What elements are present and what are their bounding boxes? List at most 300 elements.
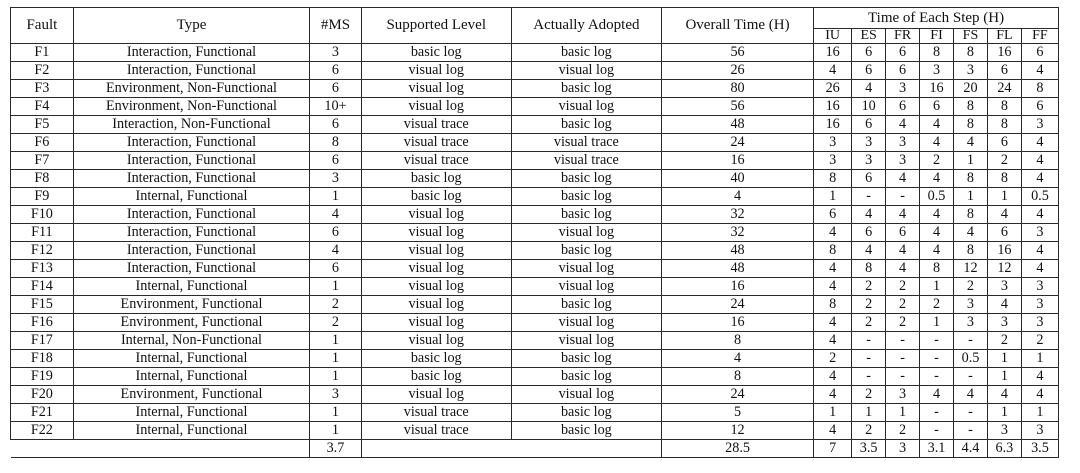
actually-adopted-cell: basic log [511, 422, 661, 440]
average-ms: 3.7 [310, 440, 361, 458]
ms-cell: 4 [310, 206, 361, 224]
supported-level-cell: visual log [361, 260, 511, 278]
step-fi-cell: 3 [920, 62, 954, 80]
step-iu-cell: 4 [814, 368, 852, 386]
overall-time-cell: 8 [661, 332, 813, 350]
average-step-fi: 3.1 [920, 440, 954, 458]
overall-time-cell: 26 [661, 62, 813, 80]
ms-cell: 1 [310, 332, 361, 350]
table-row [11, 404, 1059, 422]
header-step-fs: FS [954, 29, 988, 44]
header-steps-group: Time of Each Step (H) [814, 8, 1059, 29]
fault-cell: F9 [11, 188, 74, 206]
step-fl-cell: 1 [987, 188, 1021, 206]
ms-cell: 2 [310, 314, 361, 332]
step-fl-cell: 8 [987, 170, 1021, 188]
step-ff-cell: 3 [1021, 224, 1058, 242]
step-fr-cell: 6 [886, 98, 920, 116]
step-fl-cell: 16 [987, 44, 1021, 62]
step-fr-cell: 6 [886, 224, 920, 242]
step-fr-cell: 2 [886, 296, 920, 314]
overall-time-cell: 48 [661, 260, 813, 278]
header-supported-level: Supported Level [361, 8, 511, 44]
step-fi-cell: 4 [920, 386, 954, 404]
step-fs-cell: 20 [954, 80, 988, 98]
overall-time-cell: 16 [661, 278, 813, 296]
step-es-cell: - [852, 188, 886, 206]
step-ff-cell: 2 [1021, 332, 1058, 350]
supported-level-cell: basic log [361, 188, 511, 206]
step-es-cell: 2 [852, 278, 886, 296]
header-ms: #MS [310, 8, 361, 44]
step-ff-cell: 0.5 [1021, 188, 1058, 206]
supported-level-cell: visual trace [361, 422, 511, 440]
step-fl-cell: 3 [987, 314, 1021, 332]
step-es-cell: 6 [852, 170, 886, 188]
step-ff-cell: 4 [1021, 206, 1058, 224]
type-cell: Environment, Functional [73, 386, 310, 404]
supported-level-cell: visual log [361, 296, 511, 314]
ms-cell: 4 [310, 242, 361, 260]
ms-cell: 3 [310, 170, 361, 188]
overall-time-cell: 24 [661, 386, 813, 404]
step-es-cell: 8 [852, 260, 886, 278]
fault-cell: F17 [11, 332, 74, 350]
actually-adopted-cell: visual log [511, 260, 661, 278]
step-iu-cell: 8 [814, 296, 852, 314]
table-row [11, 242, 1059, 260]
step-es-cell: 6 [852, 224, 886, 242]
supported-level-cell: visual log [361, 80, 511, 98]
step-es-cell: 6 [852, 116, 886, 134]
type-cell: Environment, Functional [73, 314, 310, 332]
table-row [11, 386, 1059, 404]
table-row [11, 62, 1059, 80]
step-fs-cell: - [954, 404, 988, 422]
type-cell: Internal, Non-Functional [73, 332, 310, 350]
step-fi-cell: 8 [920, 260, 954, 278]
step-iu-cell: 2 [814, 350, 852, 368]
overall-time-cell: 24 [661, 296, 813, 314]
step-fs-cell: 0.5 [954, 350, 988, 368]
step-fi-cell: 4 [920, 224, 954, 242]
type-cell: Interaction, Functional [73, 152, 310, 170]
overall-time-cell: 16 [661, 152, 813, 170]
step-iu-cell: 4 [814, 386, 852, 404]
step-fs-cell: 8 [954, 242, 988, 260]
step-fi-cell: - [920, 368, 954, 386]
ms-cell: 10+ [310, 98, 361, 116]
supported-level-cell: basic log [361, 44, 511, 62]
step-iu-cell: 16 [814, 116, 852, 134]
step-fs-cell: 1 [954, 188, 988, 206]
step-fl-cell: 3 [987, 422, 1021, 440]
average-step-iu: 7 [814, 440, 852, 458]
step-fl-cell: 1 [987, 404, 1021, 422]
type-cell: Interaction, Functional [73, 134, 310, 152]
step-fr-cell: 3 [886, 152, 920, 170]
step-fr-cell: 3 [886, 386, 920, 404]
ms-cell: 1 [310, 368, 361, 386]
fault-cell: F11 [11, 224, 74, 242]
fault-cell: F16 [11, 314, 74, 332]
step-es-cell: - [852, 332, 886, 350]
step-es-cell: 3 [852, 152, 886, 170]
step-ff-cell: 4 [1021, 260, 1058, 278]
actually-adopted-cell: visual log [511, 332, 661, 350]
table-row [11, 44, 1059, 62]
fault-cell: F21 [11, 404, 74, 422]
step-fl-cell: 4 [987, 386, 1021, 404]
step-fs-cell: 2 [954, 278, 988, 296]
fault-cell: F2 [11, 62, 74, 80]
actually-adopted-cell: visual log [511, 98, 661, 116]
ms-cell: 6 [310, 152, 361, 170]
type-cell: Interaction, Functional [73, 170, 310, 188]
step-es-cell: 10 [852, 98, 886, 116]
header-step-fr: FR [886, 29, 920, 44]
overall-time-cell: 12 [661, 422, 813, 440]
step-es-cell: 3 [852, 134, 886, 152]
step-fr-cell: 3 [886, 134, 920, 152]
step-fi-cell: - [920, 404, 954, 422]
step-fs-cell: 4 [954, 134, 988, 152]
table-row [11, 98, 1059, 116]
step-ff-cell: 3 [1021, 278, 1058, 296]
fault-cell: F15 [11, 296, 74, 314]
overall-time-cell: 8 [661, 368, 813, 386]
step-iu-cell: 3 [814, 134, 852, 152]
step-fs-cell: 3 [954, 296, 988, 314]
actually-adopted-cell: visual trace [511, 152, 661, 170]
actually-adopted-cell: visual log [511, 278, 661, 296]
fault-cell: F13 [11, 260, 74, 278]
step-fs-cell: 1 [954, 152, 988, 170]
step-fr-cell: 4 [886, 170, 920, 188]
step-fl-cell: 6 [987, 134, 1021, 152]
step-fi-cell: 4 [920, 242, 954, 260]
supported-level-cell: visual log [361, 278, 511, 296]
header-step-fl: FL [987, 29, 1021, 44]
step-es-cell: - [852, 368, 886, 386]
actually-adopted-cell: visual log [511, 386, 661, 404]
table-header [11, 8, 1059, 44]
step-fs-cell: 8 [954, 116, 988, 134]
step-fi-cell: - [920, 422, 954, 440]
average-row-blank-2 [361, 440, 661, 458]
step-fl-cell: 12 [987, 260, 1021, 278]
step-ff-cell: 4 [1021, 170, 1058, 188]
step-es-cell: 2 [852, 296, 886, 314]
step-iu-cell: 6 [814, 206, 852, 224]
step-ff-cell: 4 [1021, 134, 1058, 152]
table-row [11, 350, 1059, 368]
step-iu-cell: 4 [814, 260, 852, 278]
average-step-es: 3.5 [852, 440, 886, 458]
overall-time-cell: 80 [661, 80, 813, 98]
actually-adopted-cell: visual log [511, 62, 661, 80]
step-iu-cell: 4 [814, 224, 852, 242]
step-iu-cell: 1 [814, 404, 852, 422]
step-fl-cell: 8 [987, 116, 1021, 134]
step-es-cell: 2 [852, 386, 886, 404]
type-cell: Internal, Functional [73, 422, 310, 440]
step-fi-cell: 0.5 [920, 188, 954, 206]
fault-cell: F22 [11, 422, 74, 440]
step-es-cell: 4 [852, 206, 886, 224]
table-row [11, 188, 1059, 206]
step-fi-cell: 4 [920, 170, 954, 188]
supported-level-cell: visual log [361, 62, 511, 80]
table-row [11, 224, 1059, 242]
step-es-cell: 6 [852, 62, 886, 80]
table-row [11, 80, 1059, 98]
step-ff-cell: 3 [1021, 314, 1058, 332]
fault-cell: F5 [11, 116, 74, 134]
supported-level-cell: visual trace [361, 134, 511, 152]
overall-time-cell: 5 [661, 404, 813, 422]
step-fi-cell: 16 [920, 80, 954, 98]
step-fi-cell: - [920, 332, 954, 350]
table-row [11, 368, 1059, 386]
fault-cell: F18 [11, 350, 74, 368]
ms-cell: 1 [310, 350, 361, 368]
type-cell: Environment, Functional [73, 296, 310, 314]
step-ff-cell: 4 [1021, 368, 1058, 386]
supported-level-cell: basic log [361, 368, 511, 386]
ms-cell: 6 [310, 116, 361, 134]
step-fl-cell: 2 [987, 152, 1021, 170]
type-cell: Internal, Functional [73, 350, 310, 368]
actually-adopted-cell: basic log [511, 116, 661, 134]
average-step-fs: 4.4 [954, 440, 988, 458]
step-es-cell: 2 [852, 314, 886, 332]
actually-adopted-cell: basic log [511, 296, 661, 314]
step-fi-cell: 2 [920, 152, 954, 170]
overall-time-cell: 48 [661, 116, 813, 134]
header-type: Type [73, 8, 310, 44]
supported-level-cell: visual log [361, 332, 511, 350]
ms-cell: 1 [310, 422, 361, 440]
average-step-ff: 3.5 [1021, 440, 1058, 458]
ms-cell: 1 [310, 404, 361, 422]
table-row [11, 260, 1059, 278]
type-cell: Environment, Non-Functional [73, 80, 310, 98]
actually-adopted-cell: basic log [511, 80, 661, 98]
overall-time-cell: 48 [661, 242, 813, 260]
fault-cell: F14 [11, 278, 74, 296]
supported-level-cell: visual log [361, 314, 511, 332]
type-cell: Internal, Functional [73, 278, 310, 296]
fault-cell: F12 [11, 242, 74, 260]
supported-level-cell: basic log [361, 170, 511, 188]
type-cell: Interaction, Functional [73, 260, 310, 278]
fault-cell: F3 [11, 80, 74, 98]
step-fi-cell: 4 [920, 134, 954, 152]
supported-level-cell: visual trace [361, 152, 511, 170]
step-fs-cell: - [954, 422, 988, 440]
type-cell: Interaction, Non-Functional [73, 116, 310, 134]
ms-cell: 6 [310, 80, 361, 98]
step-fi-cell: 2 [920, 296, 954, 314]
overall-time-cell: 24 [661, 134, 813, 152]
type-cell: Internal, Functional [73, 404, 310, 422]
table-row [11, 116, 1059, 134]
table-row [11, 332, 1059, 350]
table-row [11, 206, 1059, 224]
ms-cell: 6 [310, 260, 361, 278]
step-fs-cell: 8 [954, 98, 988, 116]
step-fl-cell: 16 [987, 242, 1021, 260]
table-row [11, 170, 1059, 188]
step-fl-cell: 2 [987, 332, 1021, 350]
fault-cell: F7 [11, 152, 74, 170]
step-fr-cell: 2 [886, 422, 920, 440]
step-ff-cell: 4 [1021, 152, 1058, 170]
header-fault: Fault [11, 8, 74, 44]
fault-table [10, 7, 1059, 458]
step-fr-cell: 4 [886, 116, 920, 134]
step-ff-cell: 8 [1021, 80, 1058, 98]
ms-cell: 8 [310, 134, 361, 152]
supported-level-cell: visual log [361, 386, 511, 404]
step-fr-cell: 2 [886, 314, 920, 332]
actually-adopted-cell: basic log [511, 368, 661, 386]
step-ff-cell: 1 [1021, 404, 1058, 422]
step-ff-cell: 6 [1021, 98, 1058, 116]
type-cell: Interaction, Functional [73, 206, 310, 224]
table-row [11, 296, 1059, 314]
step-fl-cell: 24 [987, 80, 1021, 98]
step-fs-cell: 8 [954, 206, 988, 224]
step-fr-cell: 3 [886, 80, 920, 98]
step-iu-cell: 16 [814, 98, 852, 116]
type-cell: Internal, Functional [73, 188, 310, 206]
ms-cell: 3 [310, 44, 361, 62]
step-ff-cell: 3 [1021, 422, 1058, 440]
step-fl-cell: 8 [987, 98, 1021, 116]
step-iu-cell: 4 [814, 62, 852, 80]
step-iu-cell: 26 [814, 80, 852, 98]
step-fl-cell: 4 [987, 206, 1021, 224]
header-actually-adopted: Actually Adopted [511, 8, 661, 44]
step-ff-cell: 1 [1021, 350, 1058, 368]
step-fs-cell: - [954, 332, 988, 350]
supported-level-cell: visual log [361, 242, 511, 260]
step-fr-cell: - [886, 368, 920, 386]
step-fs-cell: 3 [954, 314, 988, 332]
type-cell: Interaction, Functional [73, 224, 310, 242]
step-fl-cell: 6 [987, 62, 1021, 80]
step-fl-cell: 4 [987, 296, 1021, 314]
header-step-fi: FI [920, 29, 954, 44]
overall-time-cell: 32 [661, 224, 813, 242]
table-row [11, 134, 1059, 152]
step-fr-cell: - [886, 350, 920, 368]
actually-adopted-cell: visual trace [511, 134, 661, 152]
step-fl-cell: 6 [987, 224, 1021, 242]
step-fr-cell: 4 [886, 206, 920, 224]
step-fs-cell: - [954, 368, 988, 386]
step-fr-cell: 6 [886, 62, 920, 80]
step-es-cell: 4 [852, 242, 886, 260]
table-body [11, 44, 1059, 440]
overall-time-cell: 40 [661, 170, 813, 188]
ms-cell: 1 [310, 278, 361, 296]
ms-cell: 3 [310, 386, 361, 404]
actually-adopted-cell: visual log [511, 224, 661, 242]
step-iu-cell: 8 [814, 242, 852, 260]
step-es-cell: - [852, 350, 886, 368]
ms-cell: 1 [310, 188, 361, 206]
step-fi-cell: 6 [920, 98, 954, 116]
step-iu-cell: 8 [814, 170, 852, 188]
actually-adopted-cell: basic log [511, 206, 661, 224]
step-fi-cell: 4 [920, 116, 954, 134]
average-row-blank [11, 440, 310, 458]
actually-adopted-cell: basic log [511, 188, 661, 206]
step-fi-cell: - [920, 350, 954, 368]
type-cell: Interaction, Functional [73, 242, 310, 260]
fault-cell: F6 [11, 134, 74, 152]
fault-cell: F4 [11, 98, 74, 116]
type-cell: Environment, Non-Functional [73, 98, 310, 116]
step-fr-cell: 6 [886, 44, 920, 62]
table-row [11, 422, 1059, 440]
step-iu-cell: 4 [814, 332, 852, 350]
step-iu-cell: 3 [814, 152, 852, 170]
step-fr-cell: - [886, 332, 920, 350]
step-fr-cell: - [886, 188, 920, 206]
overall-time-cell: 32 [661, 206, 813, 224]
supported-level-cell: visual trace [361, 404, 511, 422]
step-fl-cell: 3 [987, 278, 1021, 296]
table-row [11, 314, 1059, 332]
step-ff-cell: 3 [1021, 116, 1058, 134]
step-fi-cell: 4 [920, 206, 954, 224]
overall-time-cell: 56 [661, 44, 813, 62]
average-step-fr: 3 [886, 440, 920, 458]
step-es-cell: 1 [852, 404, 886, 422]
fault-cell: F8 [11, 170, 74, 188]
supported-level-cell: visual trace [361, 116, 511, 134]
step-fr-cell: 2 [886, 278, 920, 296]
fault-cell: F19 [11, 368, 74, 386]
overall-time-cell: 56 [661, 98, 813, 116]
step-fr-cell: 4 [886, 260, 920, 278]
step-ff-cell: 4 [1021, 386, 1058, 404]
header-overall-time: Overall Time (H) [661, 8, 813, 44]
actually-adopted-cell: basic log [511, 44, 661, 62]
step-fi-cell: 1 [920, 314, 954, 332]
step-fs-cell: 8 [954, 44, 988, 62]
supported-level-cell: basic log [361, 350, 511, 368]
step-es-cell: 4 [852, 80, 886, 98]
fault-cell: F20 [11, 386, 74, 404]
type-cell: Interaction, Functional [73, 62, 310, 80]
step-iu-cell: 4 [814, 314, 852, 332]
ms-cell: 6 [310, 62, 361, 80]
step-iu-cell: 4 [814, 422, 852, 440]
step-fi-cell: 8 [920, 44, 954, 62]
step-fl-cell: 1 [987, 368, 1021, 386]
actually-adopted-cell: basic log [511, 404, 661, 422]
overall-time-cell: 4 [661, 188, 813, 206]
header-step-es: ES [852, 29, 886, 44]
actually-adopted-cell: basic log [511, 350, 661, 368]
step-ff-cell: 3 [1021, 296, 1058, 314]
step-es-cell: 2 [852, 422, 886, 440]
